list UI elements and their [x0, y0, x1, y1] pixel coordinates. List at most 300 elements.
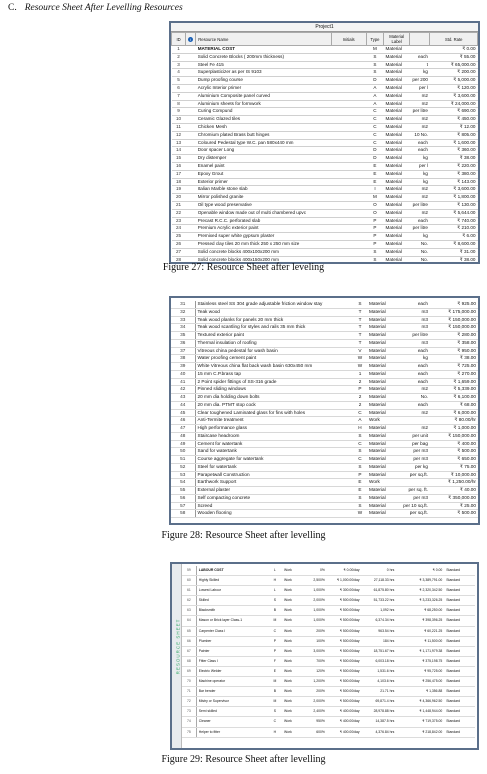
cell-std-rate[interactable]: ₹ 950.00	[430, 347, 478, 355]
cell-id[interactable]: 70	[182, 677, 196, 687]
cell-max-units[interactable]: 1,000%	[302, 616, 327, 626]
cell-initial[interactable]: C	[366, 108, 383, 116]
cell-resource-name[interactable]: Aluminium sheets for formwork	[196, 100, 331, 108]
cell-type[interactable]: Work	[282, 576, 302, 586]
cell-work[interactable]: 61,875.80 hrs	[362, 586, 397, 596]
cell-initial[interactable]: S	[268, 596, 282, 606]
cell-initials[interactable]	[331, 108, 366, 116]
cell-material-label[interactable]: m2	[395, 386, 430, 394]
cell-resource-name[interactable]: Bar bender	[196, 687, 267, 697]
table-row[interactable]	[172, 225, 478, 233]
table-row[interactable]	[182, 606, 475, 616]
cell-resource-name[interactable]: Sand for watertank	[195, 448, 353, 456]
cell-work[interactable]: 4,376.84 hrs	[362, 727, 397, 737]
cell-material-label[interactable]: each	[395, 378, 430, 386]
cell-std-rate[interactable]: ₹ 3,600.00	[430, 186, 478, 194]
table-row[interactable]	[182, 646, 475, 656]
cell-type[interactable]: Material	[384, 92, 410, 100]
cell-std-rate[interactable]: ₹ 500.00/day	[327, 636, 362, 646]
cell-std-rate[interactable]: ₹ 740.00	[430, 217, 478, 225]
table-row[interactable]	[182, 727, 475, 737]
table-row[interactable]	[172, 100, 478, 108]
cell-material-label[interactable]: per m3	[395, 494, 430, 502]
cell-type[interactable]: Material	[384, 116, 410, 124]
table-row[interactable]	[182, 697, 475, 707]
cell-id[interactable]: 64	[182, 616, 196, 626]
cell-id[interactable]: 2	[172, 53, 186, 61]
cell-std-rate[interactable]: ₹ 500.00/day	[327, 646, 362, 656]
cell-max-units[interactable]: 700%	[302, 656, 327, 666]
cell-initial[interactable]: A	[366, 100, 383, 108]
cell-id[interactable]: 52	[171, 463, 195, 471]
table-row[interactable]	[171, 425, 478, 433]
cell-max-units[interactable]: 200%	[302, 626, 327, 636]
cell-id[interactable]: 54	[171, 479, 195, 487]
cell-std-rate[interactable]: ₹ 5,644.00	[430, 209, 478, 217]
cell-initial[interactable]: T	[353, 316, 367, 324]
cell-indicator[interactable]	[186, 100, 196, 108]
cell-material-label[interactable]: m3	[395, 308, 430, 316]
table-row[interactable]	[171, 487, 478, 495]
cell-id[interactable]: 24	[172, 225, 186, 233]
cell-type[interactable]: Work	[282, 646, 302, 656]
cell-material-label[interactable]: per sq.ft.	[395, 510, 430, 518]
cell-resource-name[interactable]: Superplasticizer as per IS 9103	[196, 69, 331, 77]
cell-std-rate[interactable]: ₹ 725.00	[430, 363, 478, 371]
table-row[interactable]	[171, 463, 478, 471]
cell-type[interactable]: Material	[367, 332, 395, 340]
cell-initial[interactable]: S	[366, 248, 383, 256]
cell-resource-name[interactable]: Painter	[196, 646, 267, 656]
cell-max-units[interactable]: 3,000%	[302, 646, 327, 656]
cell-type[interactable]: Material	[367, 494, 395, 502]
cell-std-rate[interactable]: ₹ 0.00/day	[327, 566, 362, 576]
cell-material-label[interactable]: per 10 sq.ft.	[395, 502, 430, 510]
cell-id[interactable]: 51	[171, 456, 195, 464]
cell-id[interactable]: 53	[171, 471, 195, 479]
cell-material-label[interactable]: No.	[395, 394, 430, 402]
cell-std-rate[interactable]: ₹ 1,659.00	[430, 378, 478, 386]
cell-std-rate[interactable]: ₹ 80.00/hr	[430, 417, 478, 425]
cell-calendar[interactable]: Standard	[444, 656, 475, 666]
cell-resource-name[interactable]: Electric Welder	[196, 666, 267, 676]
cell-max-units[interactable]: 100%	[302, 636, 327, 646]
cell-max-units[interactable]: 1,000%	[302, 586, 327, 596]
cell-type[interactable]: Work	[282, 707, 302, 717]
cell-initial[interactable]: 1	[353, 370, 367, 378]
cell-material-label[interactable]: m2	[410, 116, 430, 124]
cell-material-label[interactable]: m2	[410, 100, 430, 108]
cell-id[interactable]: 50	[171, 448, 195, 456]
cell-initial[interactable]: F	[268, 656, 282, 666]
cell-std-rate[interactable]: ₹ 3,600.00	[430, 92, 478, 100]
cell-indicator[interactable]	[186, 147, 196, 155]
table-row[interactable]	[172, 108, 478, 116]
cell-type[interactable]: Material	[367, 363, 395, 371]
cell-initial[interactable]: S	[366, 69, 383, 77]
cell-std-rate[interactable]: ₹ 380.00	[430, 170, 478, 178]
cell-initial[interactable]: C	[353, 440, 367, 448]
cell-calendar[interactable]: Standard	[444, 566, 475, 576]
cell-resource-name[interactable]: Mistry or Supervisor	[196, 697, 267, 707]
cell-initial[interactable]: P	[366, 225, 383, 233]
cell-type[interactable]: Material	[367, 394, 395, 402]
cell-type[interactable]: Material	[367, 355, 395, 363]
cell-type[interactable]: Material	[384, 217, 410, 225]
table-row[interactable]	[172, 201, 478, 209]
cell-std-rate[interactable]: ₹ 500.00/day	[327, 616, 362, 626]
cell-initial[interactable]: S	[353, 463, 367, 471]
cell-initial[interactable]: S	[353, 432, 367, 440]
cell-resource-name[interactable]: Pressed clay tiles 20 mm thick 250 x 250 mm size	[196, 240, 331, 248]
table-row[interactable]	[172, 248, 478, 256]
cell-resource-name[interactable]: 15 mm C.P.brass tap	[195, 370, 353, 378]
cell-resource-name[interactable]: Thermal insulation of roofing	[195, 339, 353, 347]
cell-material-label[interactable]: m2	[395, 409, 430, 417]
cell-resource-name[interactable]: Premium Acrylic exterior paint	[196, 225, 331, 233]
cell-initials[interactable]	[331, 84, 366, 92]
cell-initial[interactable]: W	[353, 363, 367, 371]
cell-resource-name[interactable]: Textured exterior paint	[195, 332, 353, 340]
cell-initials[interactable]	[331, 170, 366, 178]
table-row[interactable]	[172, 84, 478, 92]
cell-initial[interactable]: E	[366, 162, 383, 170]
cell-id[interactable]: 34	[171, 324, 195, 332]
cell-cost[interactable]: ₹ 256,475.00	[396, 677, 444, 687]
cell-initial[interactable]: L	[268, 586, 282, 596]
cell-initial[interactable]: I	[366, 186, 383, 194]
table-row[interactable]	[171, 401, 478, 409]
cell-initial[interactable]: M	[268, 697, 282, 707]
cell-indicator[interactable]	[186, 233, 196, 241]
cell-material-label[interactable]: per l	[410, 162, 430, 170]
cell-type[interactable]: Material	[367, 308, 395, 316]
cell-material-label[interactable]: m3	[395, 339, 430, 347]
cell-initials[interactable]	[331, 69, 366, 77]
cell-initial[interactable]: P	[366, 240, 383, 248]
cell-id[interactable]: 74	[182, 717, 196, 727]
header-std-rate[interactable]: Std. Rate	[430, 33, 478, 46]
cell-material-label[interactable]: No.	[410, 240, 430, 248]
cell-initial[interactable]: H	[353, 425, 367, 433]
cell-resource-name[interactable]: Wooden flooring	[195, 510, 353, 518]
cell-material-label[interactable]	[410, 46, 430, 54]
table-row[interactable]	[182, 596, 475, 606]
cell-indicator[interactable]	[186, 53, 196, 61]
cell-id[interactable]: 26	[172, 240, 186, 248]
cell-std-rate[interactable]: ₹ 360.00	[430, 147, 478, 155]
cell-std-rate[interactable]: ₹ 350,000.00	[430, 494, 478, 502]
cell-id[interactable]: 18	[172, 178, 186, 186]
cell-type[interactable]: Material	[367, 463, 395, 471]
cell-resource-name[interactable]: Openable window made out of multi chambered upvc	[196, 209, 331, 217]
cell-indicator[interactable]	[186, 209, 196, 217]
table-row[interactable]	[171, 510, 478, 518]
cell-cost[interactable]: ₹ 1,448,944.00	[396, 707, 444, 717]
table-row[interactable]	[171, 324, 478, 332]
cell-max-units[interactable]: 120%	[302, 666, 327, 676]
cell-resource-name[interactable]: Semi skilled	[196, 707, 267, 717]
table-row[interactable]	[182, 666, 475, 676]
cell-material-label[interactable]: each	[395, 347, 430, 355]
cell-std-rate[interactable]: ₹ 500.00/day	[327, 626, 362, 636]
cell-std-rate[interactable]: ₹ 200.00	[430, 69, 478, 77]
cell-initials[interactable]	[331, 131, 366, 139]
cell-std-rate[interactable]: ₹ 6,100.00	[430, 394, 478, 402]
cell-resource-name[interactable]: Chromium plated Brass butt hinges	[196, 131, 331, 139]
cell-material-label[interactable]: per litre	[395, 332, 430, 340]
cell-id[interactable]: 60	[182, 576, 196, 586]
cell-resource-name[interactable]: Pinned sliding windows	[195, 386, 353, 394]
cell-initials[interactable]	[331, 233, 366, 241]
cell-id[interactable]: 68	[182, 656, 196, 666]
cell-type[interactable]: Work	[282, 636, 302, 646]
cell-work[interactable]: 6,003.18 hrs	[362, 656, 397, 666]
cell-material-label[interactable]: kg	[410, 233, 430, 241]
header-blank[interactable]	[410, 33, 430, 46]
cell-type[interactable]: Material	[384, 162, 410, 170]
table-row[interactable]	[171, 378, 478, 386]
cell-resource-name[interactable]: Cement for watertank	[195, 440, 353, 448]
cell-initials[interactable]	[331, 77, 366, 85]
cell-id[interactable]: 22	[172, 209, 186, 217]
cell-max-units[interactable]: 0%	[302, 566, 327, 576]
cell-material-label[interactable]: per litre	[410, 108, 430, 116]
cell-indicator[interactable]	[186, 61, 196, 69]
cell-initial[interactable]: P	[353, 386, 367, 394]
cell-std-rate[interactable]: ₹ 120.00	[430, 84, 478, 92]
cell-initial[interactable]: D	[366, 155, 383, 163]
table-row[interactable]	[172, 233, 478, 241]
cell-id[interactable]: 41	[171, 378, 195, 386]
cell-calendar[interactable]: Standard	[444, 576, 475, 586]
table-row[interactable]	[172, 69, 478, 77]
cell-std-rate[interactable]: ₹ 450.00	[430, 116, 478, 124]
table-row[interactable]	[171, 479, 478, 487]
cell-type[interactable]: Work	[282, 687, 302, 697]
cell-resource-name[interactable]: Mirror polished granite	[196, 194, 331, 202]
cell-std-rate[interactable]: ₹ 358.00	[430, 339, 478, 347]
cell-type[interactable]: Work	[282, 697, 302, 707]
cell-initials[interactable]	[331, 201, 366, 209]
cell-id[interactable]: 8	[172, 100, 186, 108]
cell-initial[interactable]: C	[268, 626, 282, 636]
cell-type[interactable]: Material	[384, 131, 410, 139]
cell-type[interactable]: Work	[282, 586, 302, 596]
cell-id[interactable]: 55	[171, 487, 195, 495]
cell-initial[interactable]: S	[353, 448, 367, 456]
cell-initials[interactable]	[331, 209, 366, 217]
cell-initial[interactable]: D	[366, 77, 383, 85]
cell-max-units[interactable]: 600%	[302, 727, 327, 737]
cell-id[interactable]: 37	[171, 347, 195, 355]
cell-type[interactable]: Material	[367, 370, 395, 378]
cell-material-label[interactable]: each	[410, 53, 430, 61]
cell-type[interactable]: Material	[384, 201, 410, 209]
cell-type[interactable]: Material	[384, 108, 410, 116]
cell-initial[interactable]: 2	[353, 378, 367, 386]
cell-type[interactable]: Material	[367, 502, 395, 510]
cell-cost[interactable]: ₹ 60,221.25	[396, 626, 444, 636]
table-row[interactable]	[171, 440, 478, 448]
cell-type[interactable]: Material	[367, 409, 395, 417]
cell-resource-name[interactable]: Mason or Brick layer Class-1	[196, 616, 267, 626]
cell-std-rate[interactable]: ₹ 805.00	[430, 131, 478, 139]
table-row[interactable]	[171, 494, 478, 502]
cell-std-rate[interactable]: ₹ 210.00	[430, 225, 478, 233]
cell-std-rate[interactable]: ₹ 400.00/day	[327, 717, 362, 727]
cell-max-units[interactable]: 1,000%	[302, 606, 327, 616]
cell-type[interactable]: Material	[367, 487, 395, 495]
cell-initial[interactable]: H	[268, 576, 282, 586]
cell-std-rate[interactable]: ₹ 500.00	[430, 510, 478, 518]
cell-material-label[interactable]: m2	[395, 425, 430, 433]
cell-material-label[interactable]: per l	[410, 84, 430, 92]
cell-cost[interactable]: ₹ 719,375.00	[396, 717, 444, 727]
cell-id[interactable]: 39	[171, 363, 195, 371]
cell-initial[interactable]: C	[366, 116, 383, 124]
cell-id[interactable]: 19	[172, 186, 186, 194]
cell-id[interactable]: 43	[171, 394, 195, 402]
cell-indicator[interactable]	[186, 194, 196, 202]
cell-initial[interactable]: P	[353, 471, 367, 479]
cell-type[interactable]: Material	[367, 471, 395, 479]
cell-id[interactable]: 63	[182, 606, 196, 616]
header-initials[interactable]: Initials	[331, 33, 366, 46]
cell-std-rate[interactable]: ₹ 150,000.00	[430, 324, 478, 332]
cell-type[interactable]: Material	[384, 233, 410, 241]
cell-resource-name[interactable]: Helper to fitter	[196, 727, 267, 737]
cell-max-units[interactable]: 2,000%	[302, 697, 327, 707]
cell-std-rate[interactable]: ₹ 220.00	[430, 162, 478, 170]
cell-work[interactable]: 1,092 hrs	[362, 606, 397, 616]
table-row[interactable]	[172, 178, 478, 186]
cell-type[interactable]: Material	[384, 155, 410, 163]
cell-id[interactable]: 5	[172, 77, 186, 85]
cell-type[interactable]: Material	[384, 69, 410, 77]
cell-calendar[interactable]: Standard	[444, 707, 475, 717]
cell-type[interactable]: Material	[384, 77, 410, 85]
cell-type[interactable]: Material	[367, 324, 395, 332]
cell-material-label[interactable]: per litre	[410, 201, 430, 209]
cell-material-label[interactable]	[395, 417, 430, 425]
cell-indicator[interactable]	[186, 170, 196, 178]
cell-type[interactable]: Material	[367, 425, 395, 433]
cell-initial[interactable]: S	[366, 61, 383, 69]
cell-std-rate[interactable]: ₹ 175,000.00	[430, 308, 478, 316]
cell-id[interactable]: 72	[182, 697, 196, 707]
cell-work[interactable]: 18,751.67 hrs	[362, 646, 397, 656]
cell-initial[interactable]: C	[366, 123, 383, 131]
cell-indicator[interactable]	[186, 77, 196, 85]
table-row[interactable]	[182, 677, 475, 687]
cell-id[interactable]: 58	[171, 510, 195, 518]
cell-type[interactable]: Material	[384, 46, 410, 54]
cell-calendar[interactable]: Standard	[444, 636, 475, 646]
cell-material-label[interactable]: m2	[410, 92, 430, 100]
cell-resource-name[interactable]: Highly Skilled	[196, 576, 267, 586]
cell-resource-name[interactable]: Teak wood scantling for styles and rails 35 mm thick	[195, 324, 353, 332]
cell-material-label[interactable]: each	[395, 301, 430, 308]
cell-work[interactable]: 1,531.6 hrs	[362, 666, 397, 676]
cell-type[interactable]: Work	[282, 666, 302, 676]
cell-material-label[interactable]: per kg	[395, 463, 430, 471]
cell-id[interactable]: 65	[182, 626, 196, 636]
cell-calendar[interactable]: Standard	[444, 677, 475, 687]
table-row[interactable]	[171, 332, 478, 340]
cell-type[interactable]: Material	[384, 170, 410, 178]
cell-type[interactable]: Material	[367, 440, 395, 448]
cell-id[interactable]: 14	[172, 147, 186, 155]
cell-type[interactable]: Material	[384, 100, 410, 108]
cell-indicator[interactable]	[186, 84, 196, 92]
cell-type[interactable]: Material	[367, 339, 395, 347]
cell-id[interactable]: 32	[171, 308, 195, 316]
cell-std-rate[interactable]: ₹ 925.00	[430, 301, 478, 308]
cell-work[interactable]: 14,387.5 hrs	[362, 717, 397, 727]
cell-type[interactable]: Material	[367, 378, 395, 386]
cell-id[interactable]: 21	[172, 201, 186, 209]
cell-std-rate[interactable]: ₹ 1,000.00/day	[327, 576, 362, 586]
cell-indicator[interactable]	[186, 46, 196, 54]
table-row[interactable]	[182, 586, 475, 596]
cell-type[interactable]: Work	[367, 417, 395, 425]
cell-initial[interactable]: T	[353, 332, 367, 340]
table-row[interactable]	[171, 456, 478, 464]
cell-std-rate[interactable]: ₹ 25.00	[430, 502, 478, 510]
table-row[interactable]	[172, 46, 478, 54]
cell-resource-name[interactable]: External plaster	[195, 487, 353, 495]
cell-initials[interactable]	[331, 248, 366, 256]
table-row[interactable]	[172, 92, 478, 100]
cell-id[interactable]: 35	[171, 332, 195, 340]
cell-id[interactable]: 10	[172, 116, 186, 124]
cell-resource-name[interactable]: Clear toughened Laminated glass for fins with holes	[195, 409, 353, 417]
cell-indicator[interactable]	[186, 139, 196, 147]
cell-resource-name[interactable]: Exterior primer	[196, 178, 331, 186]
cell-initial[interactable]: T	[353, 339, 367, 347]
table-row[interactable]	[172, 131, 478, 139]
cell-type[interactable]: Work	[282, 677, 302, 687]
table-row[interactable]	[182, 626, 475, 636]
cell-material-label[interactable]: kg	[410, 155, 430, 163]
cell-std-rate[interactable]: ₹ 300.00/day	[327, 586, 362, 596]
cell-initial[interactable]: T	[353, 308, 367, 316]
cell-resource-name[interactable]: Skilled	[196, 596, 267, 606]
cell-initial[interactable]: O	[366, 201, 383, 209]
cell-initial[interactable]: P	[366, 217, 383, 225]
table-row[interactable]	[171, 417, 478, 425]
cell-resource-name[interactable]: Parapetwall Construction	[195, 471, 353, 479]
table-row[interactable]	[172, 139, 478, 147]
cell-id[interactable]: 71	[182, 687, 196, 697]
cell-material-label[interactable]: 10 No.	[410, 131, 430, 139]
cell-id[interactable]: 48	[171, 432, 195, 440]
cell-std-rate[interactable]: ₹ 500.00	[430, 448, 478, 456]
cell-initials[interactable]	[331, 178, 366, 186]
cell-cost[interactable]: ₹ 95,725.00	[396, 666, 444, 676]
cell-cost[interactable]: ₹ 3,389,791.00	[396, 576, 444, 586]
cell-initial[interactable]: A	[366, 92, 383, 100]
cell-id[interactable]: 27	[172, 248, 186, 256]
cell-material-label[interactable]: per sq. ft.	[395, 487, 430, 495]
cell-initial[interactable]: E	[353, 479, 367, 487]
cell-initial[interactable]: D	[366, 147, 383, 155]
cell-material-label[interactable]	[395, 479, 430, 487]
table-row[interactable]	[172, 61, 478, 69]
cell-std-rate[interactable]: ₹ 5,339.00	[430, 386, 478, 394]
cell-id[interactable]: 46	[171, 417, 195, 425]
